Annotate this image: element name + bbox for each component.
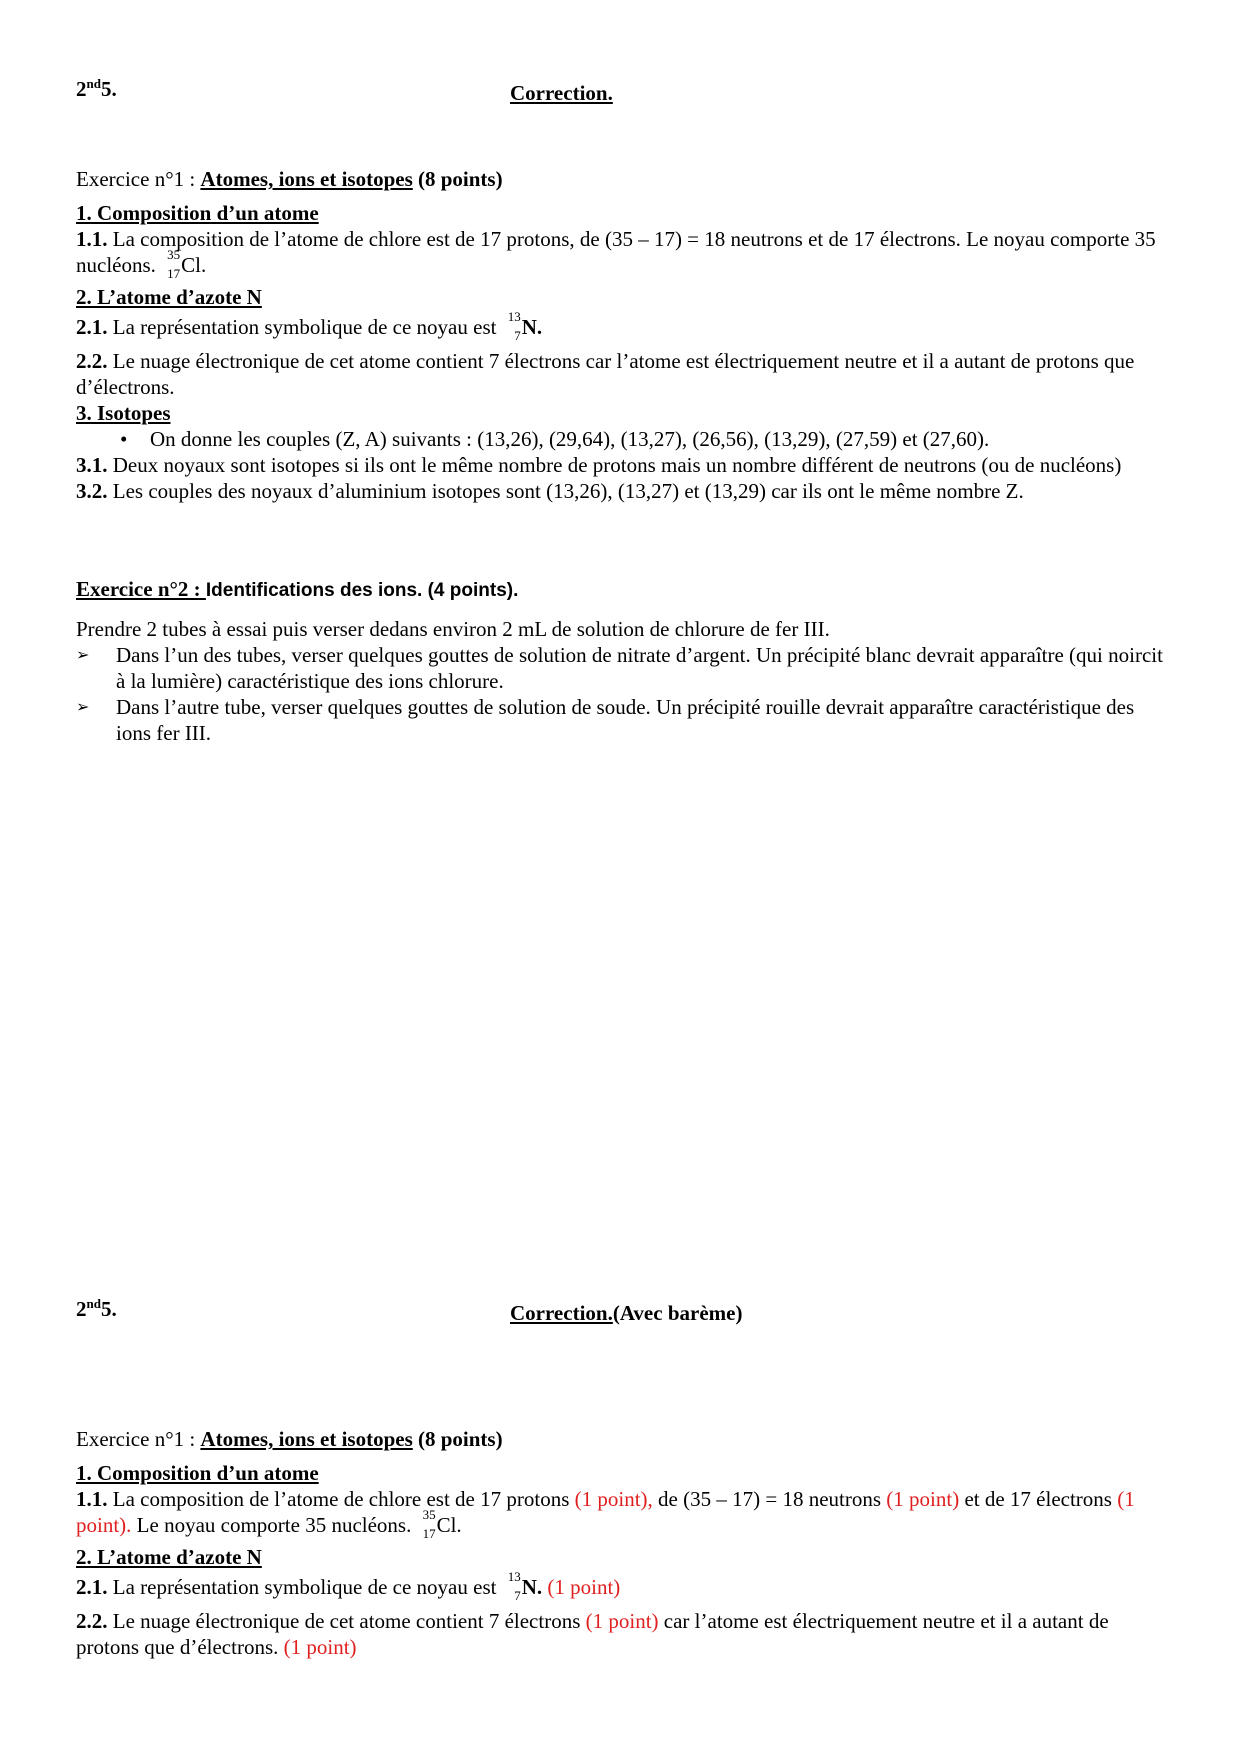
- score-label: (1 point): [886, 1487, 960, 1511]
- class-label-2: 2nd5.: [76, 1296, 117, 1321]
- section-2-title: 2. L’atome d’azote N: [76, 1545, 262, 1569]
- answer-2-2: 2.2. Le nuage électronique de cet atome contient 7 électrons (1 point) car l’atome est électriquement neutre et il a autant de protons que d’électrons. (1 point): [76, 1609, 1109, 1659]
- score-label: (1 point): [542, 1575, 621, 1599]
- class-label: 2nd5.: [76, 76, 117, 101]
- bullet-icon: •: [120, 427, 128, 451]
- chlorine-nuclide: 35 17: [167, 247, 181, 281]
- chlorine-nuclide: 35 17: [422, 1507, 436, 1541]
- answer-2-1: 2.1. La représentation symbolique de ce noyau est 13 7 N.: [76, 309, 543, 343]
- list-item: ➢ Dans l’autre tube, verser quelques gouttes de solution de soude. Un précipité rouille devrait apparaître caractéristique des ions fer III.: [76, 695, 1135, 745]
- exercise-1: [76, 166, 1166, 504]
- answer-1-1: 1.1. La composition de l’atome de chlore est de 17 protons, de (35 – 17) = 18 neutrons et de 17 électrons. Le noyau comporte 35 nucléons. 35 17 Cl.: [76, 227, 1156, 281]
- answer-2-1: 2.1. La représentation symbolique de ce noyau est 13 7 N. (1 point): [76, 1569, 621, 1603]
- list-item: ➢ Dans l’un des tubes, verser quelques gouttes de solution de nitrate d’argent. Un précipité blanc devrait apparaître (qui noircit à la lumière) caractéristique des ions chlorure.: [76, 643, 1163, 693]
- score-label: (1 point),: [574, 1487, 653, 1511]
- section-3-title: 3. Isotopes: [76, 401, 171, 425]
- answer-1-1: 1.1. La composition de l’atome de chlore est de 17 protons (1 point), de (35 – 17) = 18 neutrons (1 point) et de 17 électrons (1 point). Le noyau comporte 35 nucléons. 35 17 Cl.: [76, 1487, 1135, 1541]
- exercise-2: [76, 576, 1166, 746]
- score-label: (1 point): [283, 1635, 357, 1659]
- nitrogen-nuclide: 13 7: [507, 309, 521, 343]
- exercise-1-graded: [76, 1426, 1166, 1660]
- arrow-bullet-icon: ➢: [76, 697, 90, 716]
- score-label: (1 point).: [76, 1487, 1135, 1537]
- score-label: (1 point): [585, 1609, 659, 1633]
- answer-3-2: 3.2. Les couples des noyaux d’aluminium isotopes sont (13,26), (13,27) et (13,29) car ils ont le même nombre Z.: [76, 479, 1024, 503]
- answer-2-2: 2.2. Le nuage électronique de cet atome contient 7 électrons car l’atome est électriquement neutre et il a autant de protons que d’électrons.: [76, 349, 1135, 399]
- page-title-2: Correction.(Avec barème): [510, 1301, 743, 1325]
- arrow-bullet-icon: ➢: [76, 645, 90, 664]
- exercise-2-intro: Prendre 2 tubes à essai puis verser dedans environ 2 mL de solution de chlorure de fer III.: [76, 617, 830, 641]
- exercise-2-heading: Exercice n°2 : Identifications des ions. (4 points).: [76, 577, 519, 601]
- exercise-1-heading: Exercice n°1 : Atomes, ions et isotopes (8 points): [76, 1427, 503, 1451]
- nitrogen-nuclide: 13 7: [507, 1569, 521, 1603]
- section-1-title: 1. Composition d’un atome: [76, 1461, 319, 1485]
- list-item: • On donne les couples (Z, A) suivants : (13,26), (29,64), (13,27), (26,56), (13,29), (27,59) et (27,60).: [120, 427, 990, 451]
- exercise-1-heading: Exercice n°1 : Atomes, ions et isotopes (8 points): [76, 167, 503, 191]
- answer-3-1: 3.1. Deux noyaux sont isotopes si ils ont le même nombre de protons mais un nombre différent de neutrons (ou de nucléons): [76, 453, 1122, 477]
- section-1-title: 1. Composition d’un atome: [76, 201, 319, 225]
- section-2-title: 2. L’atome d’azote N: [76, 285, 262, 309]
- page-title: Correction.: [510, 81, 613, 105]
